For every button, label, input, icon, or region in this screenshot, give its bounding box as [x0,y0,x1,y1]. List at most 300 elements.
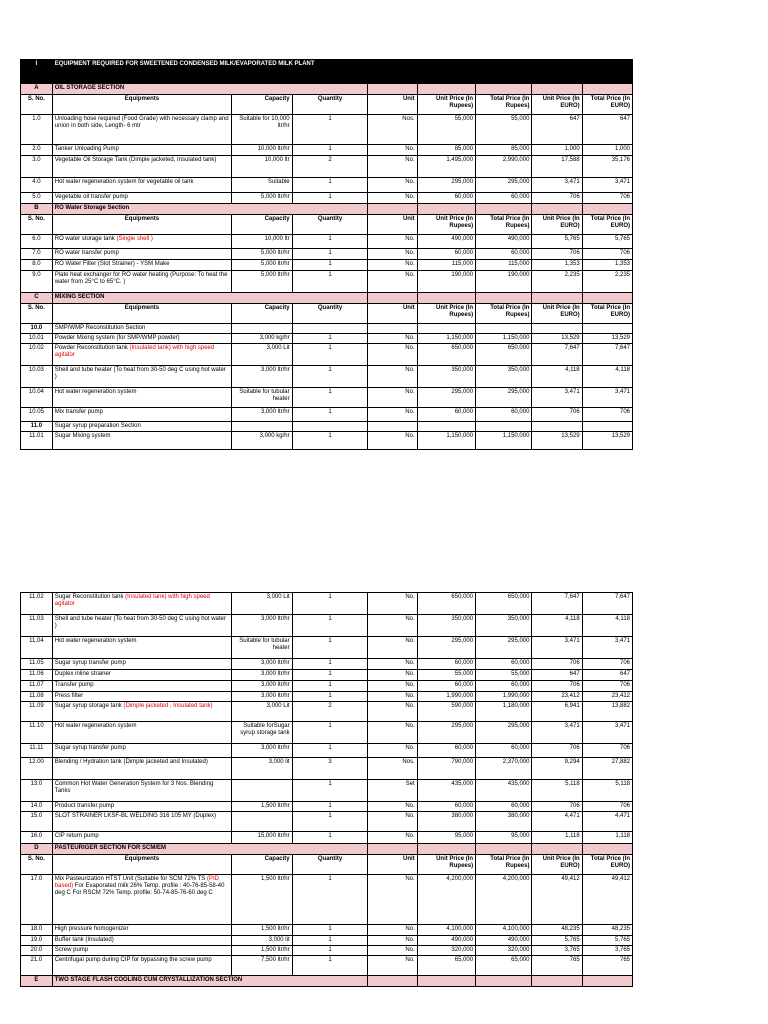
row-unit-price-eur: 13,529 [532,432,582,450]
row-total-price-eur: 7,647 [582,344,632,366]
row-total-price-eur: 35,176 [582,156,632,178]
equipment-text: High pressure homogenizer [54,926,129,932]
row-unit-price-inr: 95,000 [417,832,475,844]
row-unit: No. [368,936,417,946]
table-row [21,802,633,812]
row-quantity: 1 [292,408,368,422]
row-total-price-inr: 4,100,000 [476,925,532,936]
row-unit-price-eur: 1,000 [532,145,582,156]
section-title: RO Water Storage Section [52,204,368,215]
row-capacity: 3,000 ltr/hr [232,692,292,702]
equipment-text: Transfer pump [54,682,94,688]
table-row [21,260,633,271]
row-sno: 8.0 [21,260,53,271]
col-header-capacity: Capacity [232,304,292,324]
equipment-text: Sugar syrup storage tank [54,703,124,709]
row-equipment [52,812,231,832]
equipment-text: Unloading hose required (Food Grade) with necessary clamp and union in both side, Length- 6 mtr [54,116,229,129]
row-sno: 17.0 [21,875,53,925]
row-total-price-eur: 27,882 [582,758,632,780]
section-letter: A [21,84,53,95]
row-quantity: 1 [292,615,368,637]
section-header-row [21,844,633,855]
table-row [21,115,633,145]
row-equipment [52,593,231,615]
title-row [21,60,633,84]
row-unit: No. [368,432,417,450]
row-total-price-eur: 48,235 [582,925,632,936]
row-total-price-inr: 650,000 [476,344,532,366]
row-quantity: 1 [292,722,368,744]
section-empty-cell [368,84,417,95]
table-row [21,670,633,681]
section-empty-cell [582,293,632,304]
empty-cell [368,422,417,432]
row-sno: 15.0 [21,812,53,832]
row-quantity: 1 [292,744,368,758]
row-total-price-inr: 1,180,000 [476,702,532,722]
row-capacity: 3,000 ltr/hr [232,408,292,422]
equipment-text: Hot water regeneration system [54,389,137,395]
row-capacity: 3,000 Lit [232,593,292,615]
equipment-text: Centrifugal pump during CIP for bypassing the screw pump [54,957,212,963]
row-unit-price-eur: 706 [532,659,582,670]
equipment-text: Mix transfer pump [54,409,103,415]
row-total-price-inr: 490,000 [476,235,532,249]
row-capacity: 3,000 ltr/hr [232,659,292,670]
row-total-price-eur: 13,882 [582,702,632,722]
row-quantity: 1 [292,637,368,659]
row-total-price-inr: 490,000 [476,936,532,946]
row-total-price-inr: 190,000 [476,271,532,293]
row-total-price-eur: 706 [582,659,632,670]
row-total-price-inr: 60,000 [476,802,532,812]
title-number: I [21,60,53,84]
table-row [21,615,633,637]
equipment-highlight-text: (PID based) [54,876,219,889]
row-total-price-inr: 4,200,000 [476,875,532,925]
col-header-total-price-eur: Total Price (In EURO) [582,304,632,324]
row-total-price-eur: 1,353 [582,260,632,271]
row-quantity: 2 [292,156,368,178]
row-capacity: 1,500 ltr/hr [232,802,292,812]
row-unit-price-inr: 380,000 [417,812,475,832]
row-sno: 18.0 [21,925,53,936]
row-sno: 4.0 [21,178,53,193]
row-unit-price-eur: 13,529 [532,334,582,344]
table-row [21,925,633,936]
row-capacity: Suitable forSugar syrup storage tank [232,722,292,744]
row-quantity: 1 [292,344,368,366]
row-total-price-eur: 5,765 [582,936,632,946]
row-unit: No. [368,408,417,422]
empty-cell [417,422,475,432]
section-empty-cell [368,204,417,215]
row-total-price-eur: 1,000 [582,145,632,156]
section-title: OIL STORAGE SECTION [52,84,368,95]
equipment-text: Vegetable oil transfer pump [54,194,128,200]
empty-cell [476,324,532,334]
row-equipment [52,780,231,802]
row-equipment [52,875,231,925]
equipment-text: RO Water Filter (Slot Strainer) - YSM Make [54,261,170,267]
section-empty-cell [417,293,475,304]
table-row [21,692,633,702]
row-capacity: 10,000 ltr [232,156,292,178]
row-sno: 11.03 [21,615,53,637]
row-unit-price-eur: 706 [532,193,582,204]
row-unit-price-eur: 4,118 [532,615,582,637]
row-quantity: 1 [292,670,368,681]
row-capacity [232,812,292,832]
col-header-total-price-eur: Total Price (In EURO) [582,95,632,115]
row-unit-price-inr: 1,150,000 [417,432,475,450]
row-capacity: 15,000 ltr/hr [232,832,292,844]
row-quantity: 1 [292,780,368,802]
row-total-price-inr: 60,000 [476,408,532,422]
section-empty-cell [368,293,417,304]
equipment-text: Duplex inline strainer [54,671,111,677]
equipment-text: Powder Mixing system (for SMP/WMP powder) [54,335,180,341]
row-equipment [52,702,231,722]
row-unit-price-inr: 435,000 [417,780,475,802]
row-capacity: 3,000 ltr/hr [232,681,292,692]
row-capacity: 3,000 lit [232,936,292,946]
row-capacity: 3,000 Lit [232,702,292,722]
row-capacity: 1,500 ltr/hr [232,925,292,936]
row-quantity: 1 [292,659,368,670]
table-row [21,681,633,692]
row-quantity: 1 [292,692,368,702]
section-letter: C [21,293,53,304]
row-total-price-eur: 647 [582,115,632,145]
row-equipment [52,366,231,388]
section-empty-cell [476,293,532,304]
row-total-price-eur: 1,118 [582,832,632,844]
section-empty-cell [582,84,632,95]
row-equipment [52,344,231,366]
row-unit: No. [368,832,417,844]
table-row [21,408,633,422]
table-row [21,334,633,344]
row-total-price-eur: 23,412 [582,692,632,702]
section-empty-cell [417,204,475,215]
col-header-total-price-eur: Total Price (In EURO) [582,855,632,875]
row-capacity: 3,000 Lit [232,344,292,366]
row-total-price-eur: 706 [582,249,632,260]
row-unit-price-inr: 60,000 [417,249,475,260]
row-unit: No. [368,344,417,366]
row-capacity: Suitable for tubular heater [232,388,292,408]
row-unit-price-inr: 115,000 [417,260,475,271]
row-total-price-eur: 4,118 [582,615,632,637]
row-sno: 11.02 [21,593,53,615]
equipment-highlight-text: (Single shell ) [116,236,153,242]
row-equipment [52,249,231,260]
row-unit: No. [368,388,417,408]
row-capacity: Suitable for tubular heater [232,637,292,659]
row-capacity [232,780,292,802]
table-row [21,722,633,744]
row-unit-price-inr: 60,000 [417,659,475,670]
equipment-text: Blending / Hydration tank (Dimple jacketed and Insulated) [54,759,208,765]
row-total-price-inr: 350,000 [476,366,532,388]
section-empty-cell [476,84,532,95]
row-unit: No. [368,156,417,178]
row-unit-price-inr: 295,000 [417,178,475,193]
row-total-price-inr: 60,000 [476,659,532,670]
col-header-equipments: Equipments [52,855,231,875]
row-sno: 10.04 [21,388,53,408]
section-empty-cell [368,844,417,855]
row-total-price-inr: 1,150,000 [476,432,532,450]
row-unit-price-inr: 350,000 [417,615,475,637]
row-capacity: 3,000 ltr/hr [232,366,292,388]
table-row [21,659,633,670]
row-total-price-inr: 295,000 [476,637,532,659]
row-unit-price-inr: 4,100,000 [417,925,475,936]
row-unit-price-inr: 295,000 [417,388,475,408]
equipment-text: Plate heat exchanger for RO water heating (Purpose: To heat the water from 25°C to 65°C. ) [54,272,228,285]
row-capacity: 3,000 kg/hr [232,432,292,450]
section-header-row [21,293,633,304]
row-equipment [52,758,231,780]
table-row [21,812,633,832]
table-row [21,758,633,780]
col-header-sno: S. No. [21,215,53,235]
row-sno: 9.0 [21,271,53,293]
row-unit-price-eur: 6,941 [532,702,582,722]
col-header-unit-price-inr: Unit Price (In Rupees) [417,215,475,235]
row-sno: 11.11 [21,744,53,758]
row-equipment [52,388,231,408]
row-unit-price-eur: 48,235 [532,925,582,936]
row-equipment [52,178,231,193]
row-equipment [52,832,231,844]
col-header-quantity: Quantity [292,855,368,875]
row-unit: No. [368,235,417,249]
row-total-price-eur: 3,471 [582,637,632,659]
equipment-table-1 [20,59,633,450]
row-unit-price-inr: 60,000 [417,681,475,692]
row-quantity: 1 [292,235,368,249]
col-header-unit: Unit [368,304,417,324]
row-total-price-eur: 2,235 [582,271,632,293]
col-header-unit-price-inr: Unit Price (In Rupees) [417,95,475,115]
empty-cell [476,422,532,432]
row-total-price-eur: 13,529 [582,334,632,344]
row-sno: 13.0 [21,780,53,802]
row-sno: 20.0 [21,946,53,956]
row-capacity: 3,000 ltr/hr [232,744,292,758]
section-empty-cell [368,976,417,987]
table-row [21,235,633,249]
row-unit: No. [368,802,417,812]
row-sno: 11.06 [21,670,53,681]
row-unit-price-inr: 1,495,000 [417,156,475,178]
row-total-price-inr: 60,000 [476,249,532,260]
row-unit-price-eur: 647 [532,115,582,145]
section-header-row [21,204,633,215]
equipment-text: Tanker Unloading Pump [54,146,119,152]
table-row [21,832,633,844]
row-equipment [52,271,231,293]
equipment-text: Mix Pasteurization HTST Unit (Suitable for SCM 72% TS [54,876,207,882]
col-header-total-price-inr: Total Price (In Rupees) [476,95,532,115]
row-capacity: 10,000 ltr [232,235,292,249]
row-total-price-eur: 13,529 [582,432,632,450]
equipment-text: Shell and tube heater (To heat from 30-50 deg C using hot water ) [54,367,226,380]
row-unit-price-inr: 60,000 [417,744,475,758]
row-quantity: 1 [292,832,368,844]
subsection-title: Sugar syrup preparation Section [52,422,231,432]
row-sno: 11.0 [21,422,53,432]
equipment-text: Press filter [54,693,84,699]
equipment-text: Sugar Mixing system [54,433,111,439]
row-unit-price-eur: 706 [532,744,582,758]
row-capacity: 3,000 kg/hr [232,334,292,344]
row-total-price-eur: 706 [582,744,632,758]
row-quantity: 1 [292,388,368,408]
row-sno: 3.0 [21,156,53,178]
row-equipment [52,722,231,744]
row-total-price-inr: 60,000 [476,681,532,692]
row-sno: 5.0 [21,193,53,204]
equipment-text: Hot water regeneration system for vegetable oil tank [54,179,194,185]
row-total-price-inr: 650,000 [476,593,532,615]
row-total-price-inr: 320,000 [476,946,532,956]
row-unit: No. [368,334,417,344]
col-header-unit-price-eur: Unit Price (In EURO) [532,855,582,875]
table-row [21,156,633,178]
row-unit-price-inr: 55,000 [417,670,475,681]
section-empty-cell [417,976,475,987]
row-unit-price-inr: 650,000 [417,593,475,615]
row-quantity: 1 [292,875,368,925]
table-row [21,744,633,758]
row-sno: 21.0 [21,956,53,976]
col-header-sno: S. No. [21,855,53,875]
row-sno: 10.03 [21,366,53,388]
empty-cell [582,324,632,334]
row-total-price-inr: 1,990,000 [476,692,532,702]
row-capacity: 5,000 ltr/hr [232,271,292,293]
table-row [21,432,633,450]
row-unit-price-eur: 9,294 [532,758,582,780]
row-total-price-eur: 706 [582,193,632,204]
equipment-text: Shell and tube heater (To heat from 30-50 deg C using hot water ) [54,616,226,629]
section-empty-cell [532,844,582,855]
equipment-text: Vegetable Oil Storage Tank (Dimple jacketed, Insulated tank) [54,157,217,163]
row-quantity: 1 [292,115,368,145]
row-unit: No. [368,692,417,702]
row-unit-price-inr: 790,000 [417,758,475,780]
table-row [21,178,633,193]
row-capacity: 5,000 ltr/hr [232,260,292,271]
row-quantity: 1 [292,193,368,204]
table-row [21,936,633,946]
col-header-capacity: Capacity [232,855,292,875]
row-equipment [52,946,231,956]
row-quantity: 1 [292,812,368,832]
row-unit-price-eur: 706 [532,249,582,260]
row-unit-price-inr: 60,000 [417,408,475,422]
row-total-price-eur: 3,471 [582,178,632,193]
row-total-price-eur: 7,647 [582,593,632,615]
table-row [21,344,633,366]
equipment-text: Buffer tank (Insulated) [54,937,114,943]
row-unit: No. [368,271,417,293]
row-equipment [52,145,231,156]
row-unit-price-eur: 1,353 [532,260,582,271]
row-unit: Nos. [368,115,417,145]
section-title: MIXING SECTION [52,293,368,304]
row-quantity: 1 [292,593,368,615]
column-header-row [21,304,633,324]
row-total-price-inr: 380,000 [476,812,532,832]
row-unit-price-inr: 190,000 [417,271,475,293]
col-header-capacity: Capacity [232,215,292,235]
section-letter: B [21,204,53,215]
row-unit-price-inr: 350,000 [417,366,475,388]
row-equipment [52,744,231,758]
col-header-total-price-inr: Total Price (In Rupees) [476,855,532,875]
equipment-text: RO water transfer pump [54,250,119,256]
equipment-highlight-text: (Dimple jacketed , Insulated tank) [123,703,213,709]
row-equipment [52,637,231,659]
row-unit: No. [368,956,417,976]
row-unit-price-inr: 650,000 [417,344,475,366]
row-total-price-inr: 60,000 [476,744,532,758]
row-unit: No. [368,659,417,670]
row-total-price-eur: 706 [582,408,632,422]
section-empty-cell [532,976,582,987]
col-header-unit: Unit [368,215,417,235]
table-row [21,193,633,204]
row-sno: 7.0 [21,249,53,260]
col-header-unit-price-eur: Unit Price (In EURO) [532,304,582,324]
row-unit-price-eur: 706 [532,802,582,812]
row-quantity: 1 [292,260,368,271]
section-empty-cell [532,293,582,304]
table-row [21,946,633,956]
col-header-total-price-inr: Total Price (In Rupees) [476,215,532,235]
section-title: PASTEURIGER SECTION FOR SCM/EM [52,844,368,855]
row-total-price-inr: 95,000 [476,832,532,844]
row-unit-price-eur: 3,471 [532,722,582,744]
table-row [21,366,633,388]
row-unit-price-inr: 490,000 [417,936,475,946]
row-quantity: 1 [292,249,368,260]
equipment-text: Powder Reconstitution tank [54,345,130,351]
row-unit: No. [368,670,417,681]
empty-cell [292,324,368,334]
row-total-price-inr: 295,000 [476,722,532,744]
row-unit: No. [368,702,417,722]
row-capacity: 1,500 ltr/hr [232,875,292,925]
row-unit-price-inr: 590,000 [417,702,475,722]
table-row [21,702,633,722]
row-unit: Set [368,780,417,802]
row-unit: No. [368,946,417,956]
row-equipment [52,156,231,178]
row-sno: 14.0 [21,802,53,812]
row-unit-price-inr: 85,000 [417,145,475,156]
row-unit: Nos. [368,758,417,780]
row-capacity: 7,500 ltr/hr [232,956,292,976]
col-header-unit: Unit [368,95,417,115]
section-empty-cell [417,84,475,95]
